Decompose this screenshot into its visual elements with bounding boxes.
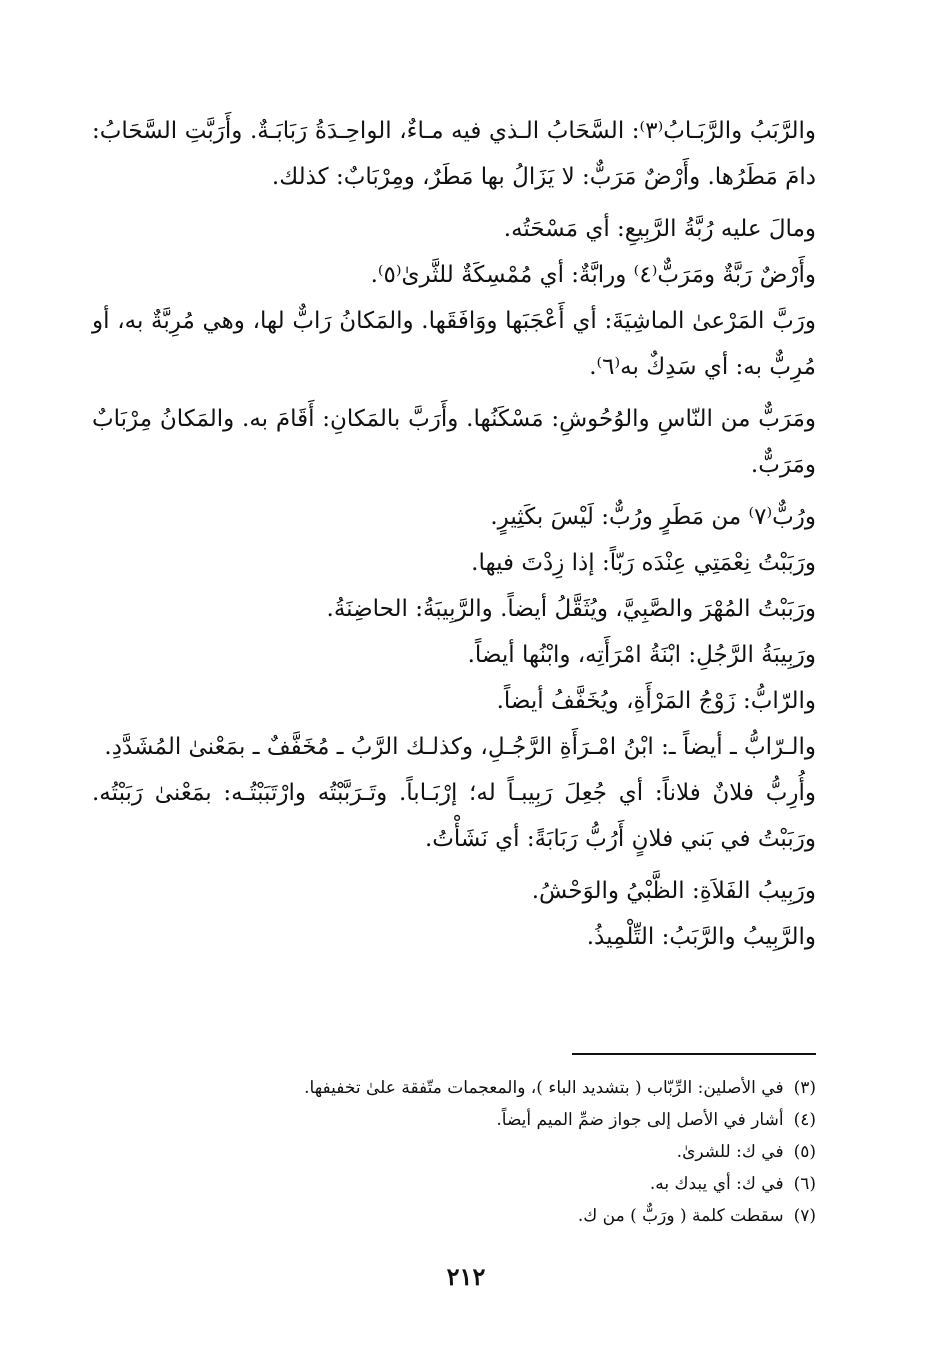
footnote-number: (٤) [793,1110,816,1130]
paragraph-14: والرَّبِيبُ والرَّبَبُ: التِّلْمِيذُ. [586,924,816,950]
paragraph-6: ورُبٌّ⁽٧⁾ من مَطَرٍ ورُبٌّ: لَيْسَ بكَثِيرٍ. [490,504,816,530]
paragraph-12: وأُرِبُّ فلانٌ فلاناً: أي جُعِلَ رَبِيبـاً له؛ إرْبَـاباً. وتَـرَبَّبْتُه وارْتَبَبْتُـه: بمَعْنىٰ رَبَبْتُه. ورَبَبْتُ في بَني فلانٍ أَرُبُّ رَبَابَةً: أي نَشَأْتُ. [92,780,816,852]
paragraph-7: ورَبَبْتُ نِعْمَتِي عِنْدَه رَبّاً: إذا زِدْتَ فيها. [471,550,816,576]
paragraph-10: والرّابُّ: زَوْجُ المَرْأَةِ، ويُخَفَّفُ أيضاً. [496,688,816,714]
paragraph-9: ورَبِيبَةُ الرَّجُلِ: ابْنَةُ امْرَأَتِه، وابْنُها أيضاً. [467,642,816,668]
footnote-text: في الأصلين: الرِّبّاب ( بتشديد الباء )، والمعجمات متّفقة علىٰ تخفيفها. [304,1078,784,1098]
paragraph-5: ومَرَبٌّ من النّاسِ والوُحُوشِ: مَسْكَنُها. وأَرَبَّ بالمَكانِ: أَقَامَ به. والمَكانُ مِرْبَابٌ ومَرَبٌّ. [92,406,816,478]
footnote-number: (٥) [793,1142,816,1162]
footnote-number: (٧) [793,1206,816,1226]
footnote-text: أشار في الأصل إلى جواز ضمِّ الميم أيضاً. [496,1110,784,1130]
footnote-6 [92,1168,816,1200]
paragraph-8: ورَبَبْتُ المُهْرَ والصَّبِيَّ، ويُثَقَّلُ أيضاً. والرَّبِيبَةُ: الحاضِنَةُ. [326,596,816,622]
paragraph-11: والـرّابُّ ـ أيضاً ـ: ابْنُ امْـرَأَةِ الرَّجُـلِ، وكذلـك الرَّبُ ـ مُخَفَّفٌ ـ بمَعْنىٰ المُشَدَّدِ. [104,734,816,760]
paragraph-13: ورَبِيبُ الفَلاَةِ: الظَّبْيُ والوَحْشُ. [531,878,816,904]
footnote-text: سقطت كلمة ( ورَبٌّ ) من ك. [577,1206,784,1226]
footnote-text: في ك: للشرىٰ. [676,1142,784,1162]
paragraph-2: ومالَ عليه رُبَّةُ الرَّبِيعِ: أي مَسْحَتُه. [503,216,816,242]
footnote-text: في ك: أي يبدك به. [649,1174,784,1194]
paragraph-1: والرَّبَبُ والرَّبَـابُ⁽٣⁾: السَّحَابُ الـذي فيه مـاءٌ، الواحِـدَةُ رَبَابَـةٌ. وأَرَبَّتِ السَّحَابُ: دامَ مَطَرُها. وأَرْضٌ مَرَبٌّ: لا يَزَالُ بها مَطَرٌ، ومِرْبَابٌ: كذلك. [92,118,817,190]
paragraph-3: وأَرْضٌ رَبَّةٌ ومَرَبٌّ⁽٤⁾ ورابَّةٌ: أي مُمْسِكَةٌ للثَّرىٰ⁽٥⁾. [370,262,816,288]
footnote-3 [92,1072,816,1104]
footnote-number: (٣) [793,1078,816,1098]
footnote-4 [92,1104,816,1136]
paragraph-4: ورَبَّ المَرْعىٰ الماشِيَةَ: أي أَعْجَبَها ووَافَقَها. والمَكانُ رَابٌّ لها، وهي مُرِبَّةٌ به، أو مُرِبٌّ به: أي سَدِكٌ به⁽٦⁾. [92,308,816,380]
footnote-number: (٦) [793,1174,816,1194]
footnote-divider [572,1053,816,1055]
footnotes [92,1072,816,1232]
main-text [92,108,816,960]
page-number: ٢١٢ [446,1262,486,1291]
footnote-7 [92,1200,816,1232]
footnote-5 [92,1136,816,1168]
